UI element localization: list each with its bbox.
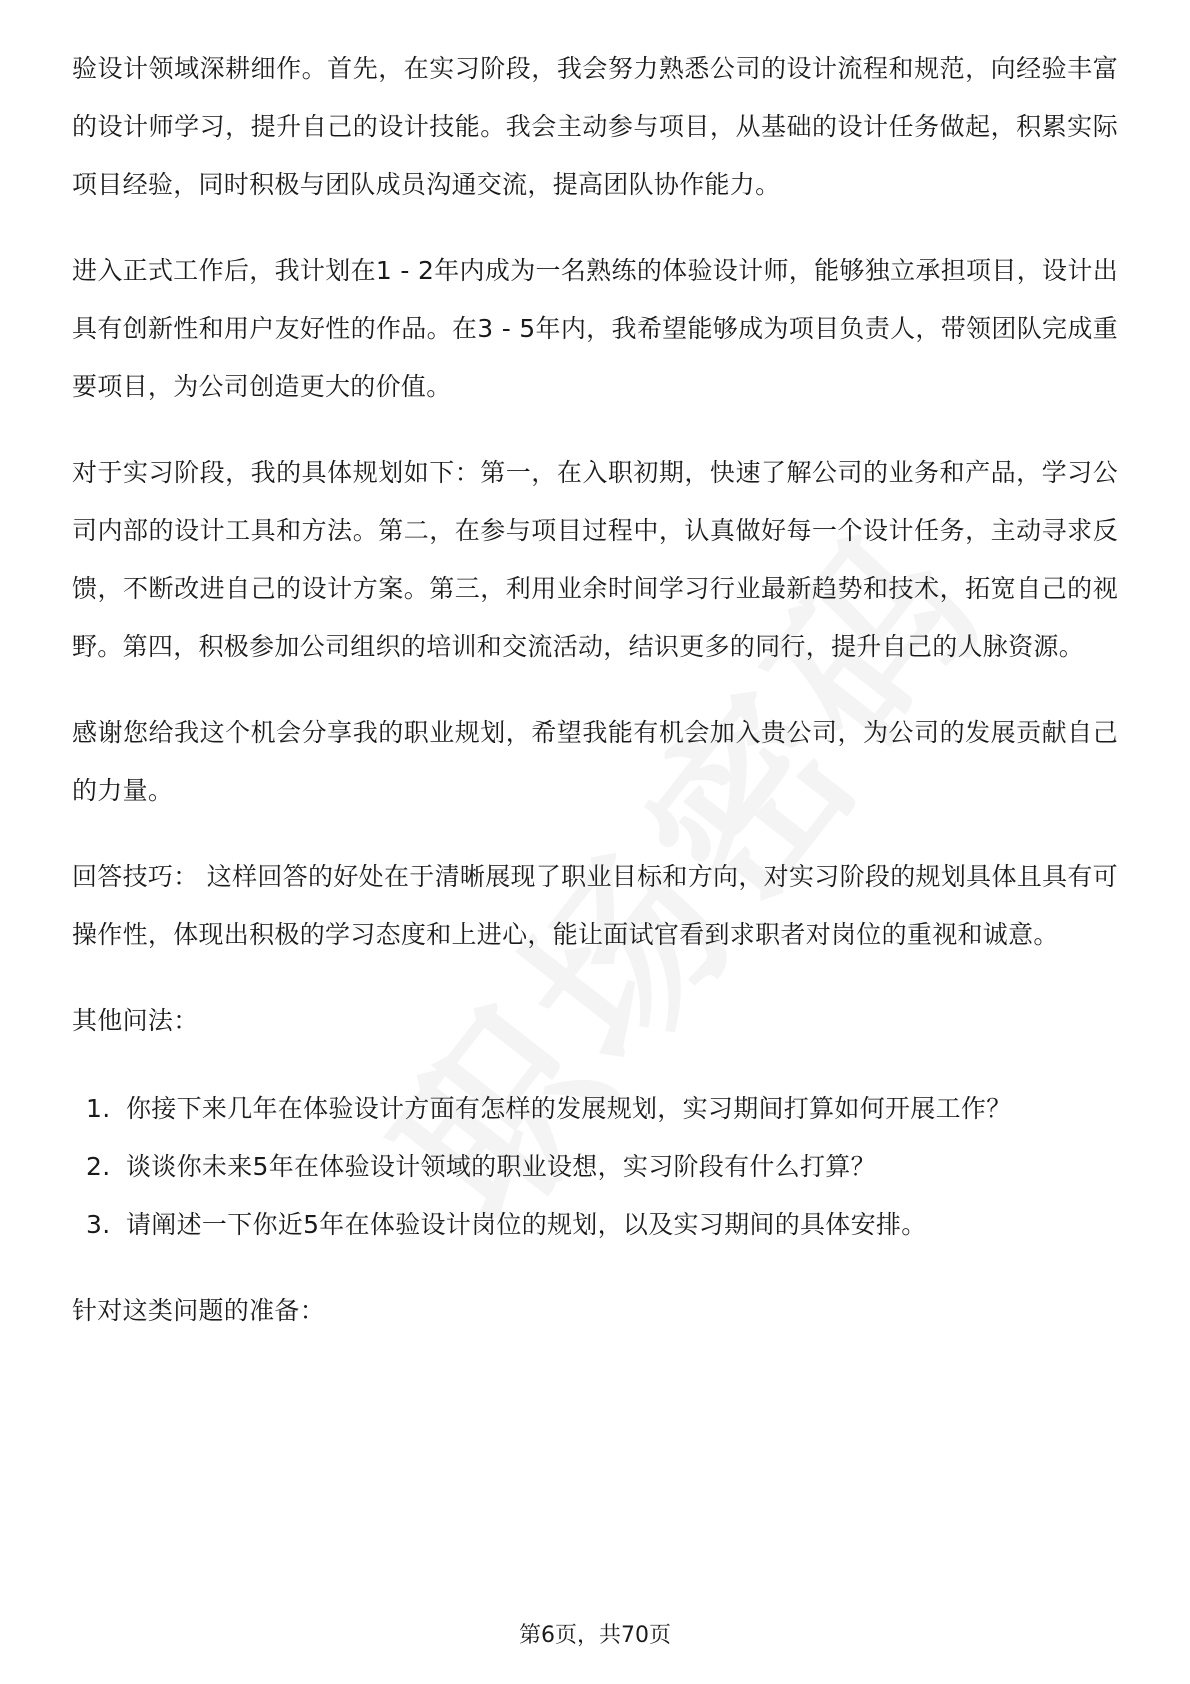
prep-label: 针对这类问题的准备：: [72, 1296, 326, 1325]
other-questions-label: 其他问法：: [72, 1006, 199, 1035]
paragraph-answer-tips: 回答技巧： 这样回答的好处在于清晰展现了职业目标和方向，对实习阶段的规划具体且具有可操作性，体现出积极的学习态度和上进心，能让面试官看到求职者对岗位的重视和诚意。: [72, 862, 1118, 949]
paragraph-thanks: 感谢您给我这个机会分享我的职业规划，希望我能有机会加入贵公司，为公司的发展贡献自己的力量。: [72, 718, 1118, 805]
other-questions-list: [72, 1080, 1118, 1254]
page-number-footer: 第6页，共70页: [519, 1623, 671, 1648]
list-item: [72, 1138, 1118, 1196]
list-item-text: 你接下来几年在体验设计方面有怎样的发展规划，实习期间打算如何开展工作？: [126, 1094, 1012, 1123]
list-item-text: 请阐述一下你近5年在体验设计岗位的规划，以及实习期间的具体安排。: [126, 1210, 927, 1239]
paragraph-career-intro: 验设计领域深耕细作。首先，在实习阶段，我会努力熟悉公司的设计流程和规范，向经验丰富的设计师学习，提升自己的设计技能。我会主动参与项目，从基础的设计任务做起，积累实际项目经验，同时积极与团队成员沟通交流，提高团队协作能力。: [72, 54, 1118, 199]
list-item: [72, 1196, 1118, 1254]
list-item-number: 2.: [86, 1152, 111, 1181]
list-item-text: 谈谈你未来5年在体验设计领域的职业设想，实习阶段有什么打算？: [126, 1152, 876, 1181]
paragraph-formal-work-plan: 进入正式工作后，我计划在1 - 2年内成为一名熟练的体验设计师，能够独立承担项目，设计出具有创新性和用户友好性的作品。在3 - 5年内，我希望能够成为项目负责人，带领团队完成重要项目，为公司创造更大的价值。: [72, 256, 1118, 401]
paragraph-internship-plan: 对于实习阶段，我的具体规划如下：第一，在入职初期，快速了解公司的业务和产品，学习公司内部的设计工具和方法。第二，在参与项目过程中，认真做好每一个设计任务，主动寻求反馈，不断改进自己的设计方案。第三，利用业余时间学习行业最新趋势和技术，拓宽自己的视野。第四，积极参加公司组织的培训和交流活动，结识更多的同行，提升自己的人脉资源。: [72, 458, 1118, 661]
document-body: [72, 40, 1118, 1370]
list-item-number: 3.: [86, 1210, 111, 1239]
list-item: [72, 1080, 1118, 1138]
list-item-number: 1.: [86, 1094, 111, 1123]
